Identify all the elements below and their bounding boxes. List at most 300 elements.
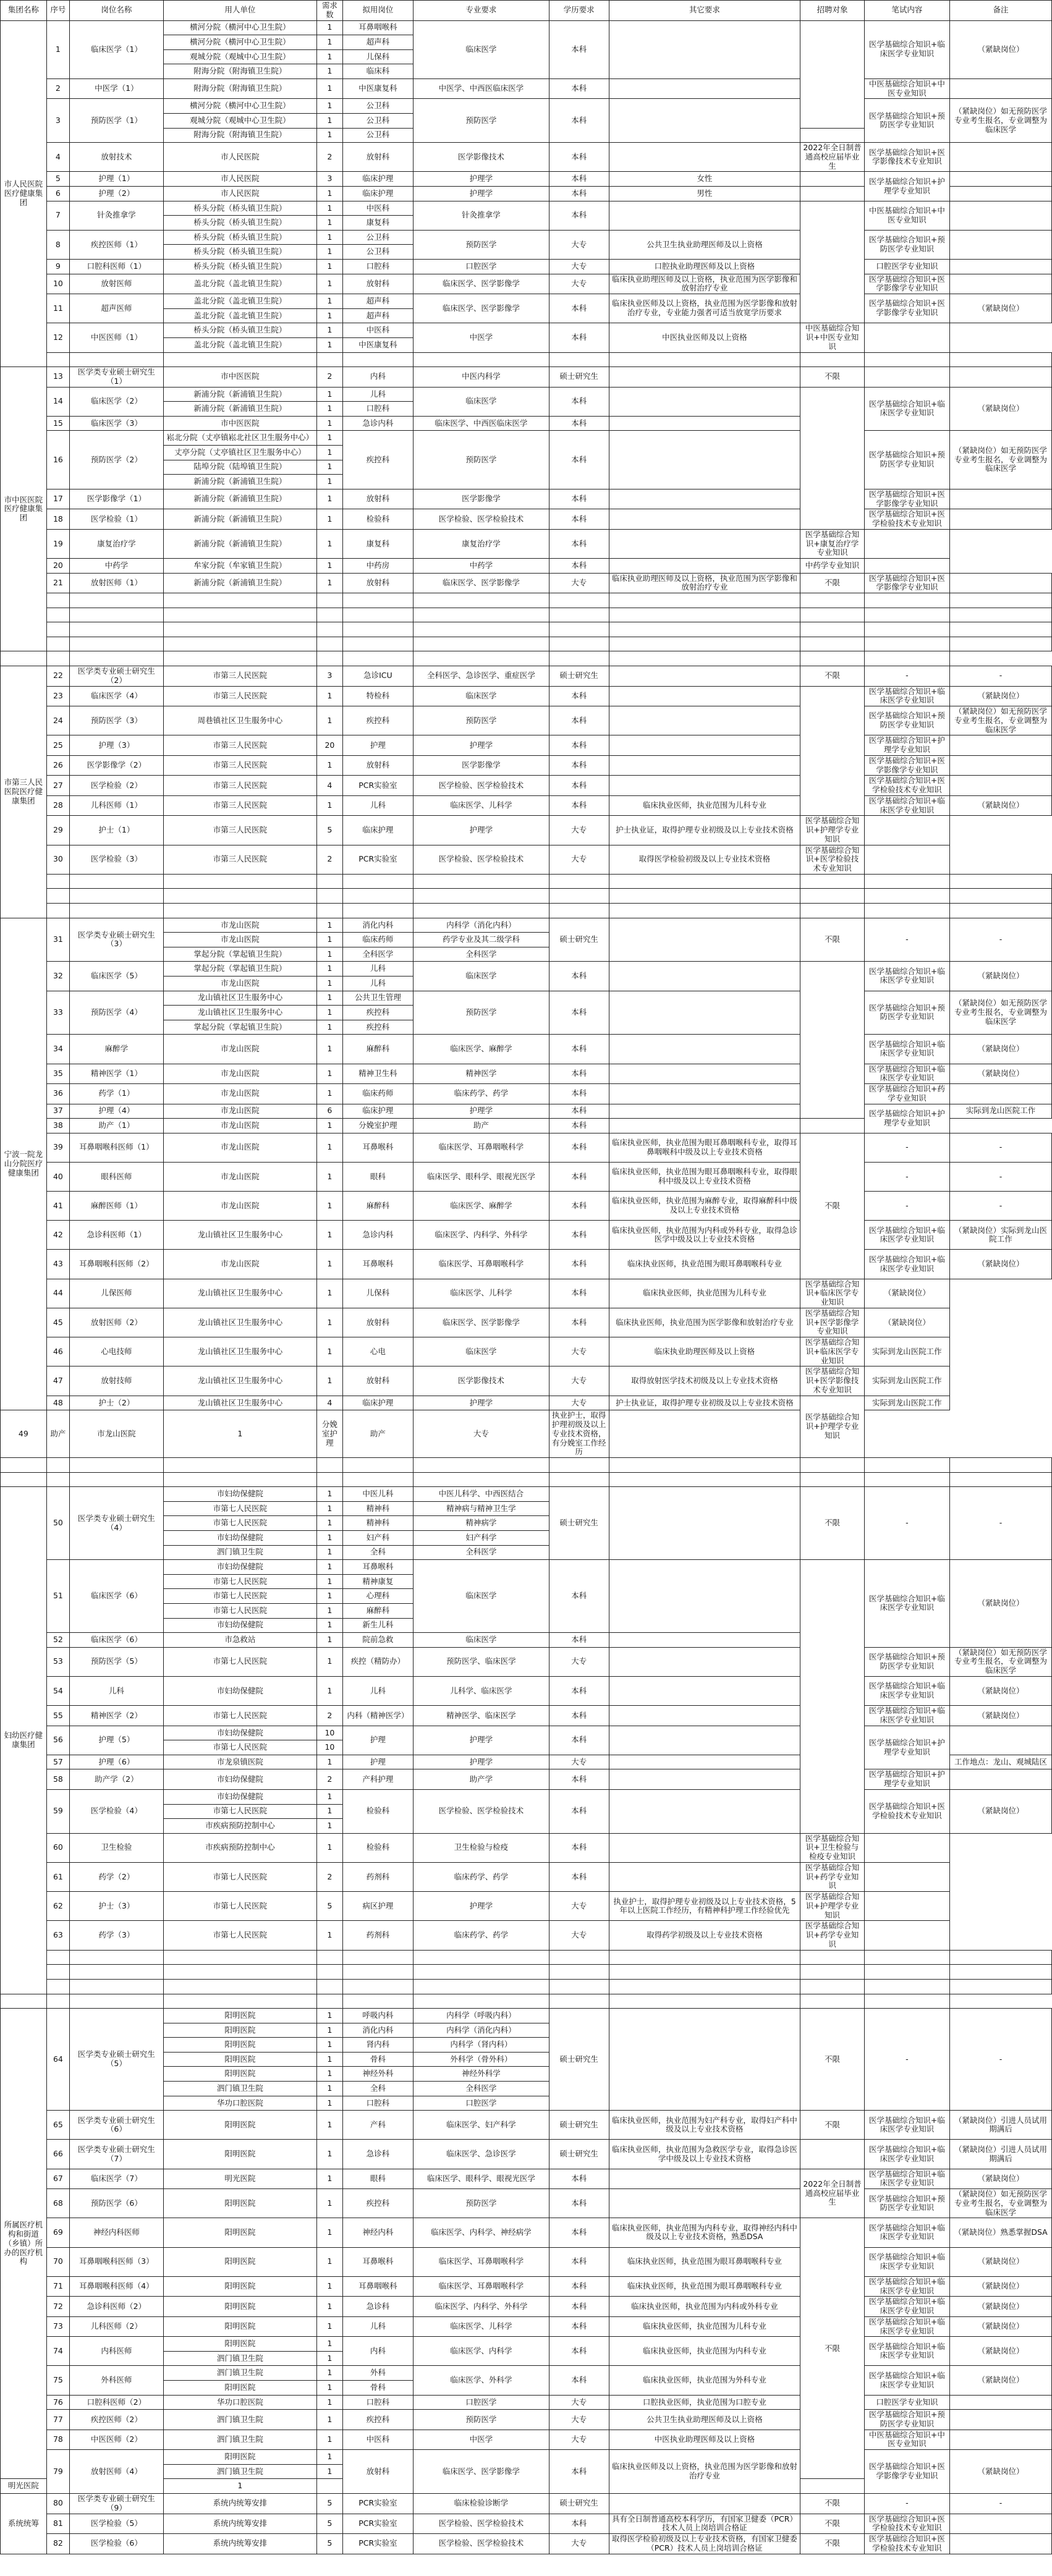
table-cell: 儿科: [342, 976, 413, 991]
table-cell: 横河分院（横河中心卫生院）: [163, 99, 316, 114]
table-cell: 67: [46, 2169, 69, 2189]
table-cell: 医学基础综合知识+临床医学专业知识: [864, 1676, 949, 1705]
table-cell: 1: [317, 2450, 343, 2465]
table-row: [1, 352, 1052, 367]
table-cell: PCR实验室: [342, 2514, 413, 2534]
table-cell: 医学影像技术: [414, 1366, 549, 1396]
table-cell: 临床执业医师，执业范围为眼耳鼻咽喉科专业，取得耳鼻咽喉科中级及以上专业技术资格: [609, 1133, 800, 1162]
table-cell: 大专: [549, 1892, 609, 1921]
table-cell: [950, 889, 1052, 904]
table-cell: 1: [317, 337, 343, 352]
table-cell: 龙山镇社区卫生服务中心: [163, 1279, 316, 1308]
table-cell: [163, 874, 316, 889]
table-cell: 泗门镇卫生院: [163, 2464, 316, 2479]
table-cell: 1: [317, 1221, 343, 1250]
table-cell: 护理（1）: [70, 172, 164, 187]
table-cell: 临床医学（6）: [70, 1560, 164, 1633]
table-row: [1, 20, 1052, 35]
table-cell: 急诊内科: [342, 1221, 413, 1250]
table-cell: [46, 889, 69, 904]
table-cell: 市中医医院医疗健康集团: [1, 367, 47, 651]
table-cell: 中医科: [342, 2430, 413, 2450]
table-row: [1, 2009, 1052, 2023]
table-cell: 1: [317, 2169, 343, 2189]
table-cell: [800, 608, 864, 622]
table-cell: [609, 1458, 800, 1473]
table-cell: 取得放射医学技术初级及以上专业技术资格: [609, 1366, 800, 1396]
table-row: [1, 706, 1052, 735]
table-cell: [414, 1472, 549, 1487]
table-cell: 5: [317, 1892, 343, 1921]
table-cell: 1: [317, 1603, 343, 1618]
table-cell: 陆埠分院（陆埠镇卫生院）: [163, 460, 316, 475]
table-cell: 医学影像学: [414, 489, 549, 509]
table-cell: 泗门镇卫生院: [163, 2366, 316, 2381]
table-cell: 1: [317, 128, 343, 143]
table-cell: 市妇幼保健院: [163, 1530, 316, 1545]
table-cell: 检验科: [342, 509, 413, 530]
table-cell: [609, 904, 800, 918]
table-cell: 康复治疗学: [70, 529, 164, 558]
table-cell: 医学类专业硕士研究生（3）: [70, 918, 164, 962]
table-cell: （紧缺岗位）: [950, 294, 1052, 323]
table-row: [1, 2337, 1052, 2352]
table-cell: 本科: [549, 1250, 609, 1279]
table-cell: 疾控医师（2）: [70, 2410, 164, 2430]
table-cell: 心电技师: [70, 1337, 164, 1366]
table-cell: 65: [46, 2111, 69, 2140]
table-cell: 1: [317, 1647, 343, 1676]
table-cell: [414, 608, 549, 622]
table-cell: 本科: [549, 387, 609, 416]
table-cell: 本科: [549, 172, 609, 187]
table-cell: （紧缺岗位）: [950, 962, 1052, 991]
table-cell: 阳明医院: [163, 2023, 316, 2038]
table-cell: 64: [46, 2009, 69, 2111]
table-cell: 1: [317, 431, 343, 446]
table-cell: [800, 686, 864, 816]
table-cell: 阳明医院: [163, 2381, 316, 2396]
table-row: [1, 666, 1052, 687]
table-cell: 临床执业医师，执业范围为内科或外科专业: [609, 2297, 800, 2317]
table-cell: 临床执业助理医师及以上资格，执业范围为医学影像和放射治疗专业: [609, 274, 800, 294]
table-cell: 外科学（骨外科）: [414, 2052, 549, 2067]
table-row: [1, 1104, 1052, 1119]
table-row: [1, 2494, 1052, 2514]
table-cell: 护士（1）: [70, 816, 164, 845]
table-cell: [609, 755, 800, 776]
table-cell: 口腔执业医师，执业范围为口腔专业: [609, 2395, 800, 2410]
table-row: [1, 1965, 1052, 1980]
table-cell: [609, 651, 800, 666]
table-row: [1, 1458, 1052, 1473]
table-cell: 1: [317, 947, 343, 962]
table-cell: [609, 2494, 800, 2514]
table-cell: 73: [46, 2316, 69, 2337]
table-cell: 新浦分院（新浦镇卫生院）: [163, 402, 316, 417]
table-cell: 护理（6）: [70, 1755, 164, 1769]
table-cell: 市龙山医院: [163, 1192, 316, 1221]
table-cell: 中医儿科: [342, 1487, 413, 1502]
table-cell: （紧缺岗位）: [950, 795, 1052, 816]
table-cell: 2: [317, 1862, 343, 1891]
table-cell: 急诊内科: [342, 416, 413, 431]
table-cell: 分娩室护理: [317, 1410, 343, 1458]
table-cell: 1: [317, 2247, 343, 2276]
table-cell: 耳鼻咽喉科医师（2）: [70, 1250, 164, 1279]
table-cell: 市中医医院: [163, 367, 316, 388]
table-cell: 市急救站: [163, 1633, 316, 1648]
table-cell: 临床医学、眼科学、眼视光医学: [414, 2169, 549, 2189]
table-cell: [800, 889, 864, 904]
table-row: [1, 1892, 1052, 1907]
table-cell: [609, 1965, 800, 1980]
table-cell: [800, 201, 864, 323]
table-cell: 17: [46, 489, 69, 509]
table-row: [1, 573, 1052, 593]
table-cell: 临床执业医师，执业范围为急救医学专业，取得急诊医学中级及以上专业技术资格: [609, 2140, 800, 2169]
table-cell: 临床护理: [342, 816, 413, 845]
table-cell: 中医科: [342, 201, 413, 216]
header-employer: 用人单位: [163, 1, 316, 21]
table-cell: [950, 143, 1052, 172]
table-cell: 华功口腔医院: [163, 2096, 316, 2111]
table-cell: 市第七人民医院: [163, 1740, 316, 1755]
table-cell: 护理（2）: [70, 187, 164, 201]
table-cell: [609, 1472, 800, 1487]
table-cell: 市第三人民医院: [163, 666, 316, 687]
table-cell: [800, 2140, 864, 2169]
table-cell: 新浦分院（新浦镇卫生院）: [163, 573, 316, 593]
table-cell: [414, 889, 549, 904]
table-cell: 市龙山医院: [163, 1104, 316, 1119]
table-cell: 1: [317, 2430, 343, 2450]
table-cell: 心理科: [342, 1589, 413, 1604]
table-cell: 5: [317, 2514, 343, 2534]
table-cell: 1: [317, 933, 343, 947]
table-row: [1, 1921, 1052, 1950]
table-cell: 公卫科: [342, 245, 413, 260]
table-cell: 放射科: [342, 2450, 413, 2494]
table-cell: （紧缺岗位）如无预防医学专业考生报名，专业调整为临床医学: [950, 431, 1052, 489]
table-row: [1, 172, 1052, 187]
table-cell: 临床医学（1）: [70, 20, 164, 78]
table-row: [1, 1366, 1052, 1396]
table-cell: 护理学: [414, 1726, 549, 1755]
table-cell: [950, 874, 1052, 889]
table-cell: 临床医学、医学影像学: [414, 274, 549, 294]
table-cell: 龙山镇社区卫生服务中心: [163, 1396, 316, 1410]
table-cell: 1: [317, 529, 343, 558]
table-cell: 超声医师: [70, 294, 164, 323]
table-cell: 5: [317, 2534, 343, 2554]
table-cell: 眼科: [342, 1162, 413, 1191]
table-cell: 放射医师（4）: [70, 2450, 164, 2494]
table-cell: 急诊ICU: [342, 666, 413, 687]
table-cell: [800, 172, 864, 187]
table-cell: 70: [46, 2247, 69, 2276]
table-cell: 麻醉科: [342, 1035, 413, 1064]
table-cell: 护理: [342, 1755, 413, 1769]
table-cell: 医学基础综合知识+护理学专业知识: [864, 172, 949, 201]
table-cell: [609, 20, 800, 78]
table-cell: 儿科医师（2）: [70, 2316, 164, 2337]
table-cell: [800, 962, 864, 1119]
table-cell: 医学基础综合知识+临床医学专业知识: [864, 20, 949, 78]
table-cell: 市第三人民医院: [163, 755, 316, 776]
table-header-row: [1, 1, 1052, 21]
table-cell: -: [950, 666, 1052, 687]
table-cell: 市妇幼保健院: [163, 1769, 316, 1790]
table-row: [1, 1472, 1052, 1487]
table-row: [1, 2316, 1052, 2337]
table-cell: 医学基础综合知识+临床医学专业知识: [864, 2366, 949, 2395]
table-cell: 不限: [800, 2494, 864, 2514]
table-cell: 临床执业医师及以上资格，执业范围为医学影像和放射治疗专业: [609, 2450, 800, 2494]
table-cell: [609, 143, 800, 172]
table-cell: 71: [46, 2276, 69, 2297]
table-cell: [950, 187, 1052, 201]
table-cell: 1: [317, 20, 343, 35]
table-cell: 大专: [549, 816, 609, 845]
table-cell: 中医学: [414, 323, 549, 352]
table-cell: 58: [46, 1769, 69, 1790]
table-cell: 本科: [549, 323, 609, 352]
table-cell: 口腔科医师（1）: [70, 259, 164, 274]
table-cell: 预防医学（4）: [70, 991, 164, 1035]
table-cell: 放射医师（1）: [70, 573, 164, 593]
table-cell: 新浦分院（新浦镇卫生院）: [163, 475, 316, 489]
table-cell: [864, 1979, 949, 1994]
table-cell: [950, 904, 1052, 918]
table-row: [1, 259, 1052, 274]
table-cell: 本科: [549, 1279, 609, 1308]
table-cell: （紧缺岗位）: [950, 1064, 1052, 1084]
table-cell: 医学基础综合知识+医学影像学专业知识: [864, 755, 949, 776]
table-cell: 医学基础综合知识+医学影像学专业知识: [864, 274, 949, 294]
table-cell: 1: [317, 962, 343, 977]
table-row: [1, 1647, 1052, 1676]
table-cell: 骨科: [342, 2052, 413, 2067]
table-cell: 1: [317, 78, 343, 99]
table-cell: 1: [317, 2189, 343, 2218]
table-cell: 中医基础综合知识+中医专业知识: [864, 201, 949, 230]
table-cell: 阳明医院: [163, 2337, 316, 2352]
table-cell: 13: [46, 367, 69, 388]
table-cell: 6: [317, 1104, 343, 1119]
table-cell: 疾控科: [342, 2189, 413, 2218]
table-cell: [414, 904, 549, 918]
table-cell: （紧缺岗位）: [950, 2316, 1052, 2337]
table-cell: [800, 387, 864, 529]
table-cell: 1: [317, 1366, 343, 1396]
table-cell: 口腔医学: [414, 2096, 549, 2111]
table-cell: 80: [46, 2494, 69, 2514]
table-cell: （紧缺岗位）: [950, 1789, 1052, 1833]
table-cell: （紧缺岗位）: [950, 20, 1052, 78]
table-cell: 桥头分院（桥头镇卫生院）: [163, 216, 316, 231]
table-cell: [950, 1472, 1052, 1487]
table-cell: 本科: [549, 201, 609, 230]
table-cell: 40: [46, 1162, 69, 1191]
table-cell: 放射科: [342, 573, 413, 593]
table-cell: 1: [317, 2009, 343, 2023]
table-cell: 口腔科: [342, 2096, 413, 2111]
table-cell: 医学基础综合知识+临床医学专业知识: [864, 387, 949, 431]
table-cell: 1: [317, 1574, 343, 1589]
table-cell: 盖北分院（盖北镇卫生院）: [163, 308, 316, 323]
table-cell: 本科: [549, 686, 609, 706]
table-cell: [609, 776, 800, 796]
table-cell: 3: [46, 99, 69, 143]
table-cell: [609, 889, 800, 904]
table-cell: 52: [46, 1633, 69, 1648]
table-cell: [609, 874, 800, 889]
table-cell: 临床医学、医学影像学: [414, 294, 549, 323]
table-cell: [609, 1726, 800, 1755]
table-cell: 1: [317, 573, 343, 593]
table-cell: 本科: [549, 1119, 609, 1133]
table-cell: 57: [46, 1755, 69, 1769]
table-cell: [46, 874, 69, 889]
table-cell: 口腔科: [342, 2395, 413, 2410]
table-cell: 81: [46, 2514, 69, 2534]
table-cell: 口腔执业助理医师及以上资格: [609, 259, 800, 274]
table-cell: （紧缺岗位）: [950, 1035, 1052, 1064]
table-cell: 1: [317, 245, 343, 260]
table-cell: 眼科: [342, 2169, 413, 2189]
table-cell: [549, 352, 609, 367]
table-cell: 42: [46, 1221, 69, 1250]
table-cell: 大专: [549, 845, 609, 874]
table-cell: 本科: [549, 755, 609, 776]
table-cell: 女性: [609, 172, 800, 187]
table-cell: [549, 1458, 609, 1473]
table-cell: 大专: [549, 2395, 609, 2410]
table-cell: 本科: [549, 1706, 609, 1726]
table-cell: [609, 1633, 800, 1648]
table-cell: [864, 816, 949, 845]
table-cell: -: [950, 2009, 1052, 2111]
table-cell: 神经外科: [342, 2067, 413, 2082]
table-cell: [609, 559, 800, 574]
table-cell: 阳明医院: [163, 2189, 316, 2218]
table-cell: 66: [46, 2140, 69, 2169]
table-cell: 市疾病预防控制中心: [163, 1819, 316, 1834]
table-cell: 医学类专业硕士研究生（2）: [70, 666, 164, 687]
table-cell: 市龙山医院: [163, 1084, 316, 1104]
table-cell: [317, 874, 343, 889]
table-cell: 医学基础综合知识+临床医学专业知识: [864, 1250, 949, 1279]
table-cell: 48: [46, 1396, 69, 1410]
table-cell: 45: [46, 1308, 69, 1337]
table-cell: 特检科: [342, 686, 413, 706]
table-cell: 28: [46, 795, 69, 816]
table-cell: 本科: [549, 1064, 609, 1084]
table-cell: 20: [46, 559, 69, 574]
table-cell: PCR实验室: [342, 2534, 413, 2554]
table-cell: 医学影像学（2）: [70, 755, 164, 776]
table-cell: [163, 622, 316, 637]
table-cell: 医学基础综合知识+护理学专业知识: [864, 735, 949, 756]
table-cell: 1: [317, 795, 343, 816]
table-cell: [864, 1994, 949, 2009]
table-cell: 医学基础综合知识+预防医学专业知识: [864, 230, 949, 259]
table-cell: 14: [46, 387, 69, 416]
table-cell: 临床医学、内科学、外科学: [414, 1221, 549, 1250]
table-cell: 预防医学: [414, 2410, 549, 2430]
table-cell: [800, 874, 864, 889]
table-cell: 耳鼻喉科: [342, 2247, 413, 2276]
table-cell: [609, 1994, 800, 2009]
table-cell: [163, 1458, 316, 1473]
table-cell: 助产学: [414, 1769, 549, 1790]
table-cell: 市龙山医院: [163, 1162, 316, 1191]
table-cell: [549, 637, 609, 651]
table-cell: 43: [46, 1250, 69, 1279]
table-cell: 儿科: [342, 1676, 413, 1705]
table-cell: 不限: [800, 666, 864, 687]
table-cell: 医学基础综合知识+临床医学专业知识: [864, 1064, 949, 1084]
table-cell: 34: [46, 1035, 69, 1064]
table-cell: [950, 2514, 1052, 2534]
table-cell: 1: [317, 2366, 343, 2381]
table-cell: 儿保科: [342, 1279, 413, 1308]
table-cell: [864, 637, 949, 651]
table-cell: [800, 622, 864, 637]
table-cell: 临床执业医师，执业范围为儿科专业: [609, 1279, 800, 1308]
table-cell: -: [864, 1487, 949, 1560]
table-cell: 临床医学: [414, 1337, 549, 1366]
table-cell: 本科: [549, 2169, 609, 2189]
table-cell: 精神医学（1）: [70, 1064, 164, 1084]
table-cell: [950, 509, 1052, 530]
table-cell: 硕士研究生: [549, 2111, 609, 2140]
table-cell: 护理学: [414, 1104, 549, 1119]
table-cell: 1: [317, 2297, 343, 2317]
table-cell: 1: [317, 216, 343, 231]
table-cell: 临床医学、耳鼻咽喉科学: [414, 1133, 549, 1162]
table-cell: [800, 1950, 864, 1965]
table-cell: 医学基础综合知识+临床医学专业知识: [864, 2297, 949, 2317]
table-cell: 龙山镇社区卫生服务中心: [163, 1308, 316, 1337]
table-row: [1, 874, 1052, 889]
table-cell: [864, 1862, 949, 1891]
table-cell: 疾控科: [342, 431, 413, 489]
table-cell: [864, 1833, 949, 1862]
table-cell: （紧缺岗位）如无预防医学专业考生报名，专业调整为临床医学: [950, 2189, 1052, 2218]
table-cell: 1: [317, 1119, 343, 1133]
table-cell: 19: [46, 529, 69, 558]
table-cell: 47: [46, 1366, 69, 1396]
table-cell: [609, 352, 800, 367]
table-cell: 医学基础综合知识+临床医学专业知识: [864, 2337, 949, 2366]
header-exam: 笔试内容: [864, 1, 949, 21]
table-cell: 大专: [549, 1337, 609, 1366]
table-cell: 2: [317, 1769, 343, 1790]
table-cell: 医学基础综合知识+医学检验技术专业知识: [864, 1789, 949, 1833]
table-cell: 精神医学（2）: [70, 1706, 164, 1726]
table-cell: [1, 1458, 47, 1473]
table-cell: [414, 1979, 549, 1994]
table-cell: 预防医学（5）: [70, 1647, 164, 1676]
table-cell: 放射科: [342, 755, 413, 776]
table-row: [1, 1162, 1052, 1177]
table-cell: 精神科: [342, 1516, 413, 1531]
table-cell: 23: [46, 686, 69, 706]
table-cell: 心电: [342, 1337, 413, 1366]
table-cell: [864, 651, 949, 666]
